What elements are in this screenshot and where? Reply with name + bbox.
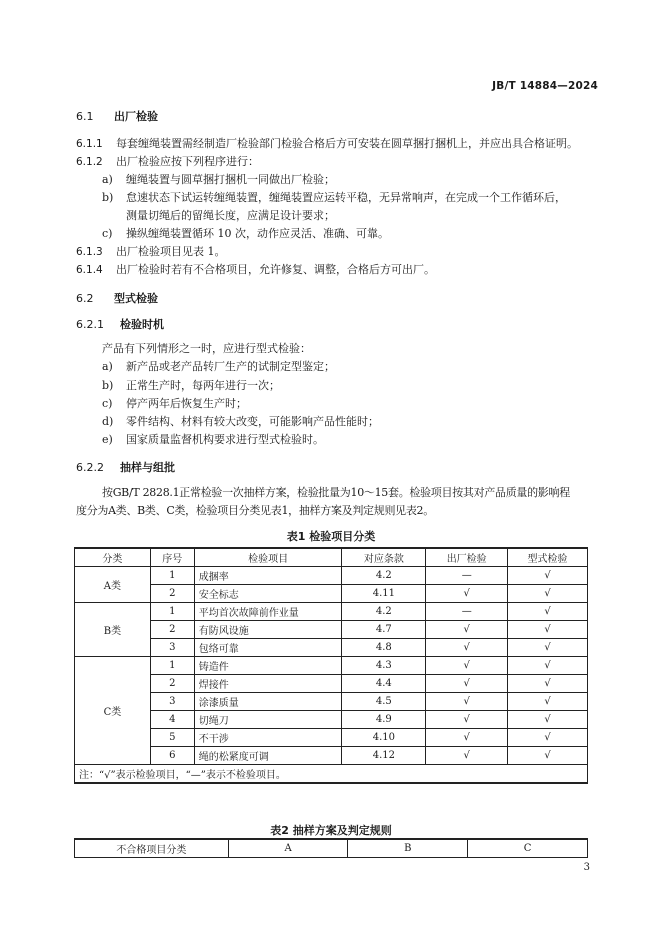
clause-number: 6.1.2: [76, 156, 103, 168]
table-cell: √: [426, 747, 508, 765]
table-cell: √: [426, 621, 508, 639]
list-marker: b): [102, 191, 114, 204]
table-cell: √: [508, 711, 588, 729]
clause-number: 6.1.1: [76, 138, 103, 150]
table2-caption: 表2 抽样方案及判定规则: [270, 824, 392, 837]
table-cell: 4.8: [342, 639, 426, 657]
list-text: 怠速状态下试运转缠绳装置，缠绳装置应运转平稳，无异常响声，在完成一个工作循环后，: [126, 191, 566, 204]
table-cell: √: [508, 567, 588, 585]
column-header: 序号: [150, 548, 194, 567]
list-text: 国家质量监督机构要求进行型式检验时。: [126, 433, 324, 446]
table-cell: 2: [150, 675, 194, 693]
list-item: [102, 413, 379, 429]
table-cell: √: [426, 711, 508, 729]
table-row: [75, 693, 588, 711]
table-cell: √: [426, 675, 508, 693]
clause-text: 出厂检验应按下列程序进行：: [116, 155, 259, 168]
table-cell: 4.9: [342, 711, 426, 729]
table-row: [75, 711, 588, 729]
list-item: [102, 395, 247, 411]
clause-number: 6.1.3: [76, 246, 103, 258]
table-cell: —: [426, 567, 508, 585]
section-number: 6.2.1: [76, 318, 104, 331]
list-text: 正常生产时，每两年进行一次；: [126, 379, 280, 392]
table-cell: √: [426, 585, 508, 603]
list-marker: a): [102, 173, 113, 186]
list-marker: b): [102, 379, 114, 392]
table-cell: 1: [150, 567, 194, 585]
paragraph-line: 度分为A类、B类、C类，检验项目分类见表1，抽样方案及判定规则见表2。: [76, 504, 434, 517]
table-cell: 6: [150, 747, 194, 765]
table-header-row: [75, 839, 588, 858]
list-marker: c): [102, 227, 113, 240]
clause-6-1-3: [76, 243, 226, 259]
list-text: 缠绳装置与圆草捆打捆机一同做出厂检验；: [126, 173, 335, 186]
list-text: 操纵缠绳装置循环 10 次，动作应灵活、准确、可靠。: [126, 227, 389, 240]
section-6-2-1-heading: [76, 316, 164, 332]
table-row: [75, 729, 588, 747]
table-note: 注：“√”表示检验项目，“—”表示不检验项目。: [75, 765, 588, 784]
category-cell: B类: [75, 603, 151, 657]
table-cell: √: [508, 729, 588, 747]
table-row: [75, 621, 588, 639]
table-cell: √: [508, 621, 588, 639]
table-row: [75, 603, 588, 621]
table-cell: 4.12: [342, 747, 426, 765]
intro-text: 产品有下列情形之一时，应进行型式检验：: [102, 342, 311, 355]
section-title: 检验时机: [120, 318, 164, 331]
table-cell: √: [508, 693, 588, 711]
table-cell: 涂漆质量: [194, 693, 342, 711]
table-cell: √: [508, 747, 588, 765]
document-id: JB/T 14884—2024: [492, 80, 598, 92]
paragraph-line: 按GB/T 2828.1正常检验一次抽样方案，检验批量为10～15套。检验项目按其对产品质量的影响程: [102, 486, 570, 499]
table1: [74, 547, 588, 784]
table-cell: √: [426, 693, 508, 711]
table-row: [75, 675, 588, 693]
column-header: 出厂检验: [426, 548, 508, 567]
table-row: [75, 747, 588, 765]
list-marker: e): [102, 433, 113, 446]
clause-text: 出厂检验项目见表 1。: [116, 245, 226, 258]
table-cell: 4.10: [342, 729, 426, 747]
list-item: [102, 171, 335, 187]
table-cell: 4.3: [342, 657, 426, 675]
list-text: 新产品或老产品转厂生产的试制定型鉴定；: [126, 360, 335, 373]
list-item: [102, 358, 335, 374]
table-cell: 3: [150, 693, 194, 711]
table-cell: 铸造件: [194, 657, 342, 675]
list-marker: a): [102, 360, 113, 373]
section-number: 6.2.2: [76, 461, 104, 474]
table-cell: 绳的松紧度可调: [194, 747, 342, 765]
clause-text: 出厂检验时若有不合格项目，允许修复、调整，合格后方可出厂。: [116, 263, 435, 276]
table-cell: 4: [150, 711, 194, 729]
table-cell: 2: [150, 585, 194, 603]
column-header: A: [228, 839, 348, 858]
list-item: [102, 431, 324, 447]
table2: [74, 838, 588, 858]
section-6-2-heading: [76, 290, 158, 306]
column-header: 分类: [75, 548, 151, 567]
column-header: 不合格项目分类: [75, 839, 229, 858]
table-cell: √: [426, 639, 508, 657]
clause-6-1-2: [76, 153, 259, 169]
table-cell: 3: [150, 639, 194, 657]
table-row: [75, 657, 588, 675]
table-cell: 4.4: [342, 675, 426, 693]
section-6-1-heading: [76, 108, 158, 124]
list-item: [102, 189, 566, 205]
table-note-row: [75, 765, 588, 784]
column-header: 检验项目: [194, 548, 342, 567]
table-row: [75, 567, 588, 585]
table-cell: 包络可靠: [194, 639, 342, 657]
table-cell: √: [508, 639, 588, 657]
table-cell: 1: [150, 657, 194, 675]
section-title: 抽样与组批: [120, 461, 175, 474]
table-cell: 1: [150, 603, 194, 621]
table-header-row: [75, 548, 588, 567]
table-cell: 安全标志: [194, 585, 342, 603]
table1-caption: 表1 检验项目分类: [286, 530, 376, 543]
table-cell: 4.11: [342, 585, 426, 603]
table-cell: 4.2: [342, 567, 426, 585]
table-cell: 成捆率: [194, 567, 342, 585]
column-header: B: [348, 839, 468, 858]
table-cell: 2: [150, 621, 194, 639]
table-cell: —: [426, 603, 508, 621]
table-cell: 5: [150, 729, 194, 747]
section-number: 6.1: [76, 110, 94, 123]
list-marker: d): [102, 415, 114, 428]
clause-6-1-1: [76, 135, 578, 151]
table-cell: 平均首次故障前作业量: [194, 603, 342, 621]
table-cell: √: [426, 729, 508, 747]
table-cell: √: [508, 603, 588, 621]
page-number: 3: [583, 862, 590, 873]
clause-6-1-4: [76, 261, 435, 277]
column-header: C: [468, 839, 588, 858]
clause-number: 6.1.4: [76, 264, 103, 276]
table-cell: 不干涉: [194, 729, 342, 747]
table-row: [75, 585, 588, 603]
list-text: 停产两年后恢复生产时；: [126, 397, 247, 410]
list-text: 零件结构、材料有较大改变，可能影响产品性能时；: [126, 415, 379, 428]
table-cell: 有防风设施: [194, 621, 342, 639]
list-item: [102, 225, 389, 241]
category-cell: C类: [75, 657, 151, 765]
list-marker: c): [102, 397, 113, 410]
list-item: [102, 377, 280, 393]
column-header: 对应条款: [342, 548, 426, 567]
table-cell: √: [508, 657, 588, 675]
table-cell: 4.2: [342, 603, 426, 621]
column-header: 型式检验: [508, 548, 588, 567]
clause-text: 每套缠绳装置需经制造厂检验部门检验合格后方可安装在圆草捆打捆机上，并应出具合格证明。: [116, 137, 578, 150]
table-row: [75, 639, 588, 657]
table-cell: 4.5: [342, 693, 426, 711]
table-cell: √: [508, 585, 588, 603]
table-cell: √: [508, 675, 588, 693]
list-continuation: 测量切绳后的留绳长度，应满足设计要求；: [126, 209, 335, 222]
table-cell: √: [426, 657, 508, 675]
table-cell: 切绳刀: [194, 711, 342, 729]
category-cell: A类: [75, 567, 151, 603]
section-number: 6.2: [76, 292, 94, 305]
section-title: 出厂检验: [114, 110, 158, 123]
table-cell: 4.7: [342, 621, 426, 639]
section-title: 型式检验: [114, 292, 158, 305]
table-cell: 焊接件: [194, 675, 342, 693]
section-6-2-2-heading: [76, 459, 175, 475]
